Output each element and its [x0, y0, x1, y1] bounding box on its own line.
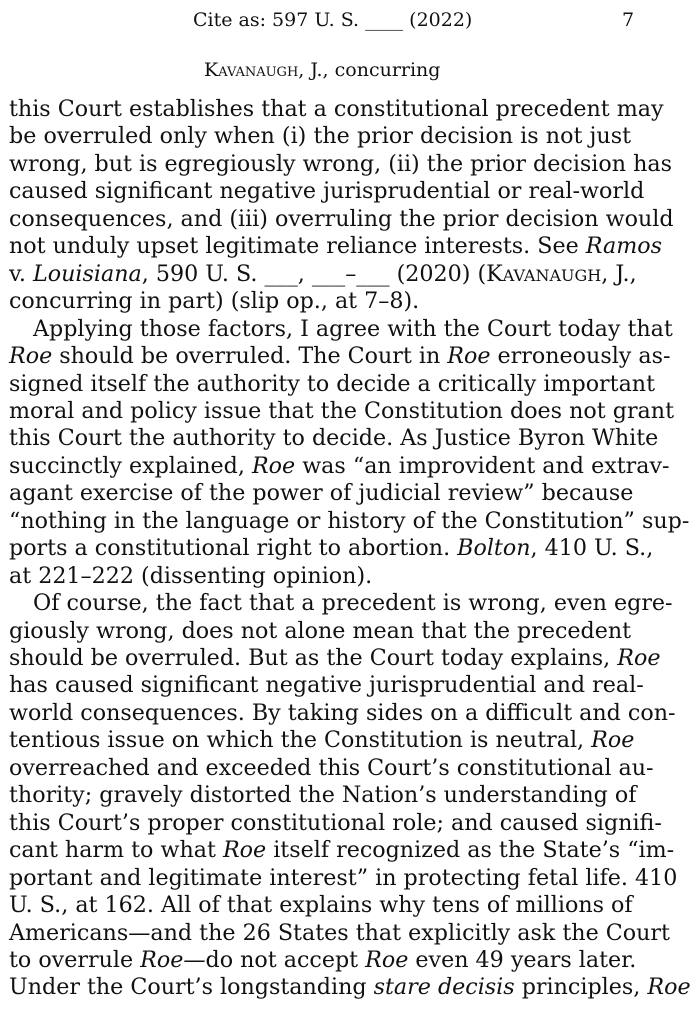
text-line: at 221–222 (dissenting opinion). — [9, 562, 373, 589]
page-number: 7 — [622, 9, 635, 31]
text-line: U. S., at 162. All of that explains why tens of millions of — [9, 892, 633, 919]
text-line: concurring in part) (slip op., at 7–8). — [9, 288, 420, 315]
text-line: ports a constitutional right to abortion. Bolton, 410 U. S., — [9, 535, 654, 562]
text-line: not unduly upset legitimate reliance interests. See Ramos — [9, 233, 663, 260]
text-line: agant exercise of the power of judicial review” because — [9, 480, 634, 507]
text-line: portant and legitimate interest” in protecting fetal life. 410 — [9, 864, 678, 891]
text-line: has caused significant negative jurisprudential and real- — [9, 672, 644, 699]
text-line: consequences, and (iii) overruling the prior decision would — [9, 205, 674, 232]
text-line: signed itself the authority to decide a critically important — [9, 370, 656, 397]
text-line: v. Louisiana, 590 U. S. ___, ___–___ (2020) (Kavanaugh, J., — [9, 260, 637, 287]
text-line: Roe should be overruled. The Court in Roe erroneously as- — [9, 343, 671, 370]
text-line: tentious issue on which the Constitution is neutral, Roe — [9, 727, 635, 754]
text-line: should be overruled. But as the Court today explains, Roe — [9, 645, 661, 671]
text-line: succinctly explained, Roe was “an improvident and extrav- — [9, 452, 670, 479]
text-line: Of course, the fact that a precedent is wrong, even egre- — [33, 590, 673, 617]
text-line: this Court the authority to decide. As Justice Byron White — [9, 425, 659, 452]
text-line: thority; gravely distorted the Nation’s understanding of — [9, 782, 637, 809]
text-line: Under the Court’s longstanding stare decisis principles, Roe — [9, 974, 691, 1001]
text-line: wrong, but is egregiously wrong, (ii) the prior decision has — [9, 150, 673, 177]
opinion-label: Kavanaugh, J., concurring — [204, 59, 441, 81]
text-line: Applying those factors, I agree with the Court today that — [33, 315, 673, 342]
text-line: “nothing in the language or history of the Constitution” sup- — [9, 507, 690, 534]
text-line: overreached and exceeded this Court’s constitutional au- — [9, 754, 654, 781]
text-line: this Court establishes that a constitutional precedent may — [9, 96, 664, 122]
text-line: world consequences. By taking sides on a difficult and con- — [9, 699, 676, 726]
text-line: be overruled only when (i) the prior decision is not just — [9, 123, 631, 150]
text-line: Americans—and the 26 States that explicitly ask the Court — [9, 919, 670, 946]
text-line: giously wrong, does not alone mean that the precedent — [9, 617, 632, 644]
page-citation: Cite as: 597 U. S. ____ (2022) — [193, 9, 473, 31]
text-line: moral and policy issue that the Constitution does not grant — [9, 397, 674, 424]
text-line: this Court’s proper constitutional role; and caused signifi- — [9, 809, 662, 836]
text-line: caused significant negative jurisprudential or real-world — [9, 178, 645, 205]
text-line: to overrule Roe—do not accept Roe even 49 years later. — [9, 946, 637, 973]
text-line: cant harm to what Roe itself recognized as the State’s “im- — [9, 837, 675, 864]
